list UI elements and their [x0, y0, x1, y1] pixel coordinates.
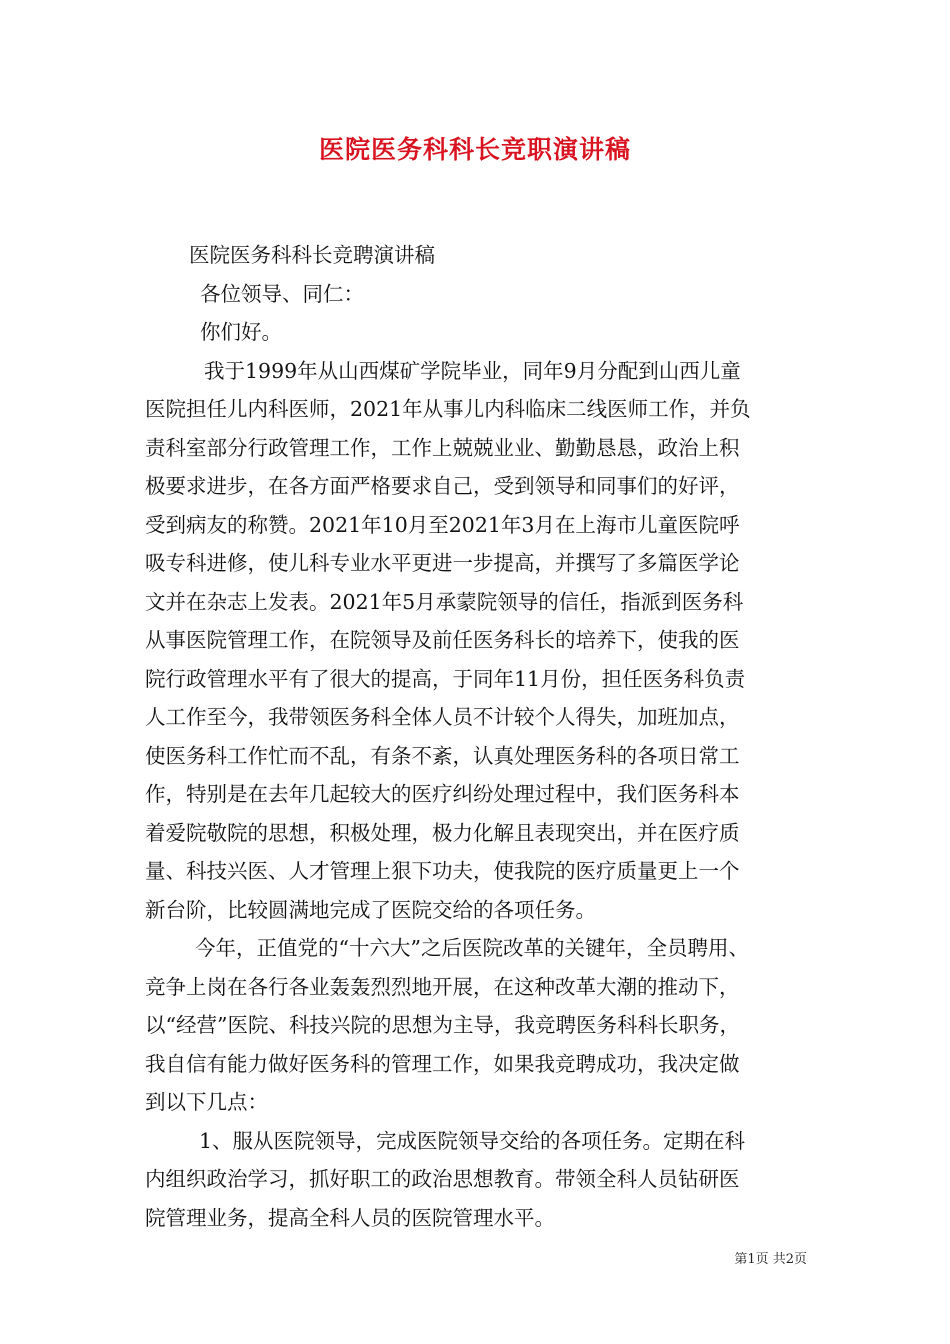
paragraph-1: [145, 352, 825, 930]
paragraph-line: 以“经营”医院、科技兴院的思想为主导，我竞聘医务科科长职务，: [145, 1013, 740, 1037]
paragraph-line: 竞争上岗在各行各业轰轰烈烈地开展，在这种改革大潮的推动下，: [145, 974, 740, 999]
salutation-line: [145, 275, 825, 314]
paragraph-line: 内组织政治学习，抓好职工的政治思想教育。带领全科人员钻研医: [145, 1167, 740, 1191]
paragraph-line: 院管理业务，提高全科人员的医院管理水平。: [145, 1205, 555, 1230]
paragraph-line: 1、服从医院领导，完成医院领导交给的各项任务。定期在科: [199, 1128, 746, 1153]
paragraph-line: 我于1999年从山西煤矿学院毕业，同年9月分配到山西儿童: [204, 358, 741, 383]
greeting-line: [145, 313, 825, 352]
subtitle: 医院医务科科长竞聘演讲稿: [189, 243, 435, 267]
subtitle-line: [145, 236, 825, 275]
paragraph-line: 使医务科工作忙而不乱，有条不紊，认真处理医务科的各项日常工: [145, 743, 740, 768]
paragraph-line: 量、科技兴医、人才管理上狠下功夫，使我院的医疗质量更上一个: [145, 859, 740, 883]
paragraph-line: 今年，正值党的“十六大”之后医院改革的关键年，全员聘用、: [195, 936, 749, 960]
document-body: [145, 236, 825, 1237]
paragraph-line: 我自信有能力做好医务科的管理工作，如果我竞聘成功，我决定做: [145, 1051, 740, 1076]
salutation: 各位领导、同仁：: [200, 281, 364, 306]
paragraph-2: [145, 929, 825, 1122]
paragraph-line: 极要求进步，在各方面严格要求自己，受到领导和同事们的好评，: [145, 474, 740, 498]
paragraph-line: 着爱院敬院的思想，积极处理，极力化解且表现突出，并在医疗质: [145, 820, 740, 845]
paragraph-line: 作，特别是在去年几起较大的医疗纠纷处理过程中，我们医务科本: [145, 782, 740, 806]
paragraph-line: 医院担任儿内科医师，2021年从事儿内科临床二线医师工作，并负: [145, 397, 751, 421]
paragraph-line: 新台阶，比较圆满地完成了医院交给的各项任务。: [145, 897, 596, 922]
paragraph-line: 人工作至今，我带领医务科全体人员不计较个人得失，加班加点，: [145, 705, 740, 729]
paragraph-line: 吸专科进修，使儿科专业水平更进一步提高，并撰写了多篇医学论: [145, 551, 740, 575]
paragraph-line: 受到病友的称赞。2021年10月至2021年3月在上海市儿童医院呼: [145, 512, 740, 537]
paragraph-line: 院行政管理水平有了很大的提高，于同年11月份，担任医务科负责: [145, 666, 746, 691]
greeting: 你们好。: [200, 320, 282, 344]
document-title: 医院医务科科长竞职演讲稿: [318, 135, 631, 164]
paragraph-line: 文并在杂志上发表。2021年5月承蒙院领导的信任，指派到医务科: [145, 589, 744, 614]
page-number: 第1页 共2页: [734, 1252, 807, 1267]
paragraph-line: 从事医院管理工作，在院领导及前任医务科长的培养下，使我的医: [145, 628, 740, 652]
paragraph-line: 到以下几点：: [145, 1090, 268, 1114]
paragraph-line: 责科室部分行政管理工作，工作上兢兢业业、勤勤恳恳，政治上积: [145, 435, 740, 460]
paragraph-3: [145, 1122, 825, 1238]
